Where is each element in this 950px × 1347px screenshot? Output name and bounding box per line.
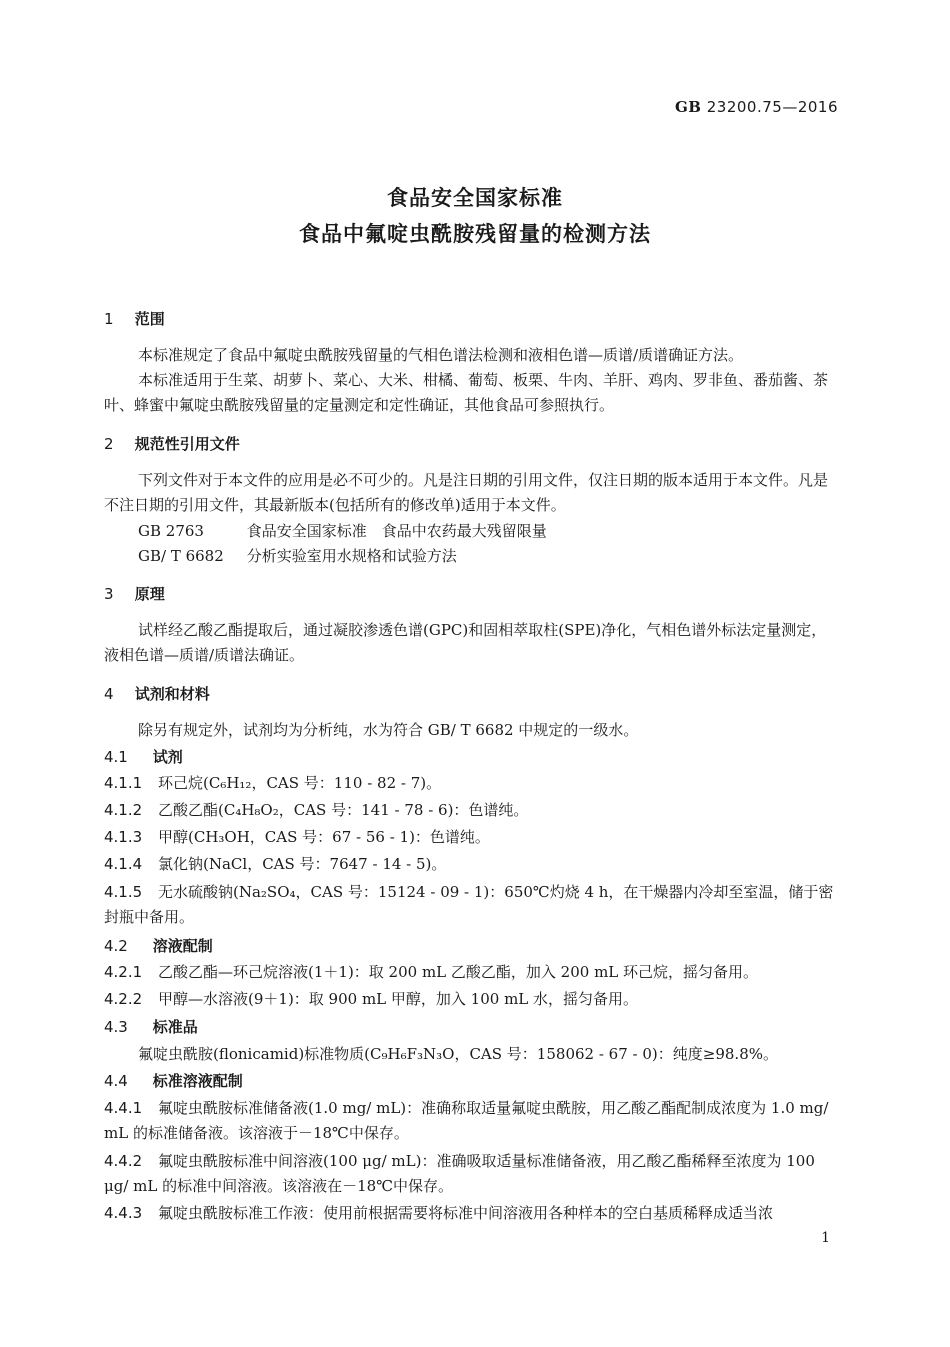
doc-title-line1: 食品安全国家标准 bbox=[387, 186, 563, 210]
item-text: 甲醇—水溶液(9＋1)：取 900 mL 甲醇，加入 100 mL 水，摇匀备用。 bbox=[158, 990, 639, 1008]
page-number: 1 bbox=[821, 1230, 830, 1246]
item-number: 4.4.2 bbox=[104, 1152, 143, 1170]
paragraph: 氟啶虫酰胺(flonicamid)标准物质(C₉H₆F₃N₃O，CAS 号：158062 - 67 - 0)：纯度≥98.8%。 bbox=[138, 1045, 778, 1063]
paragraph: 除另有规定外，试剂均为分析纯，水为符合 GB/ T 6682 中规定的一级水。 bbox=[138, 721, 639, 739]
section-number: 2 bbox=[104, 435, 114, 453]
section-4-heading bbox=[104, 683, 210, 704]
section-number: 1 bbox=[104, 310, 114, 328]
item-number: 4.4.3 bbox=[104, 1204, 143, 1222]
list-item bbox=[104, 1201, 840, 1226]
subsection-number: 4.1 bbox=[104, 748, 128, 766]
item-number: 4.1.5 bbox=[104, 883, 143, 901]
item-text: 氯化钠(NaCl，CAS 号：7647 - 14 - 5)。 bbox=[158, 855, 447, 873]
section-title: 范围 bbox=[134, 310, 165, 328]
subsection-4-3-heading bbox=[104, 1016, 198, 1037]
section-1-heading bbox=[104, 308, 165, 329]
list-item bbox=[104, 852, 840, 877]
section-number: 4 bbox=[104, 685, 114, 703]
subsection-number: 4.3 bbox=[104, 1018, 128, 1036]
paragraph: 试样经乙酸乙酯提取后，通过凝胶渗透色谱(GPC)和固相萃取柱(SPE)净化，气相色谱外标法定量测定，液相色谱—质谱/质谱法确证。 bbox=[104, 621, 827, 664]
list-item bbox=[104, 798, 840, 823]
item-number: 4.2.1 bbox=[104, 963, 143, 981]
item-text: 乙酸乙酯(C₄H₈O₂，CAS 号：141 - 78 - 6)：色谱纯。 bbox=[158, 801, 529, 819]
item-text: 氟啶虫酰胺标准中间溶液(100 μg/ mL)：准确吸取适量标准储备液，用乙酸乙酯稀释至浓度为 100 μg/ mL 的标准中间溶液。该溶液在－18℃中保存。 bbox=[104, 1152, 815, 1195]
subsection-title: 溶液配制 bbox=[152, 937, 213, 955]
section-2-heading bbox=[104, 433, 240, 454]
reference-code: GB/ T 6682 bbox=[138, 547, 224, 565]
item-text: 甲醇(CH₃OH，CAS 号：67 - 56 - 1)：色谱纯。 bbox=[158, 828, 490, 846]
list-item bbox=[104, 1149, 840, 1199]
standard-code bbox=[675, 98, 838, 116]
subsection-title: 标准品 bbox=[152, 1018, 198, 1036]
item-text: 氟啶虫酰胺标准储备液(1.0 mg/ mL)：准确称取适量氟啶虫酰胺，用乙酸乙酯配制成浓度为 1.0 mg/ mL 的标准储备液。该溶液于－18℃中保存。 bbox=[104, 1099, 829, 1142]
item-number: 4.1.1 bbox=[104, 774, 143, 792]
item-text: 乙酸乙酯—环己烷溶液(1＋1)：取 200 mL 乙酸乙酯，加入 200 mL 环己烷，摇匀备用。 bbox=[158, 963, 759, 981]
list-item bbox=[104, 880, 840, 930]
subsection-title: 标准溶液配制 bbox=[152, 1072, 243, 1090]
list-item bbox=[104, 960, 840, 985]
item-number: 4.2.2 bbox=[104, 990, 143, 1008]
section-number: 3 bbox=[104, 585, 114, 603]
reference-code: GB 2763 bbox=[138, 522, 204, 540]
list-item bbox=[104, 1096, 840, 1146]
reference-title: 分析实验室用水规格和试验方法 bbox=[246, 547, 457, 565]
standard-prefix: GB bbox=[674, 98, 702, 116]
reference-title: 食品安全国家标准 食品中农药最大残留限量 bbox=[246, 522, 547, 540]
section-title: 试剂和材料 bbox=[134, 685, 210, 703]
list-item bbox=[104, 825, 840, 850]
item-number: 4.4.1 bbox=[104, 1099, 143, 1117]
paragraph: 本标准规定了食品中氟啶虫酰胺残留量的气相色谱法检测和液相色谱—质谱/质谱确证方法。 bbox=[138, 346, 744, 364]
list-item bbox=[104, 771, 840, 796]
subsection-4-4-heading bbox=[104, 1070, 243, 1091]
subsection-4-1-heading bbox=[104, 746, 183, 767]
subsection-title: 试剂 bbox=[152, 748, 183, 766]
doc-title-line2: 食品中氟啶虫酰胺残留量的检测方法 bbox=[299, 222, 651, 246]
section-3-heading bbox=[104, 583, 165, 604]
item-number: 4.1.2 bbox=[104, 801, 143, 819]
section-title: 规范性引用文件 bbox=[134, 435, 240, 453]
subsection-number: 4.2 bbox=[104, 937, 128, 955]
subsection-number: 4.4 bbox=[104, 1072, 128, 1090]
subsection-4-2-heading bbox=[104, 935, 213, 956]
item-text: 无水硫酸钠(Na₂SO₄，CAS 号：15124 - 09 - 1)：650℃灼烧 4 h，在干燥器内冷却至室温，储于密封瓶中备用。 bbox=[104, 883, 834, 926]
normative-reference bbox=[138, 545, 457, 566]
paragraph: 下列文件对于本文件的应用是必不可少的。凡是注日期的引用文件，仅注日期的版本适用于本文件。凡是不注日期的引用文件，其最新版本(包括所有的修改单)适用于本文件。 bbox=[104, 471, 829, 514]
standard-number: 23200.75—2016 bbox=[706, 98, 838, 116]
item-text: 环己烷(C₆H₁₂，CAS 号：110 - 82 - 7)。 bbox=[158, 774, 442, 792]
item-number: 4.1.3 bbox=[104, 828, 143, 846]
item-number: 4.1.4 bbox=[104, 855, 143, 873]
section-title: 原理 bbox=[134, 585, 165, 603]
normative-reference bbox=[138, 520, 547, 541]
paragraph: 本标准适用于生菜、胡萝卜、菜心、大米、柑橘、葡萄、板栗、牛肉、羊肝、鸡肉、罗非鱼、番茄酱、茶叶、蜂蜜中氟啶虫酰胺残留量的定量测定和定性确证，其他食品可参照执行。 bbox=[104, 371, 829, 414]
list-item bbox=[104, 987, 840, 1012]
item-text: 氟啶虫酰胺标准工作液：使用前根据需要将标准中间溶液用各种样本的空白基质稀释成适当浓 bbox=[158, 1204, 774, 1222]
